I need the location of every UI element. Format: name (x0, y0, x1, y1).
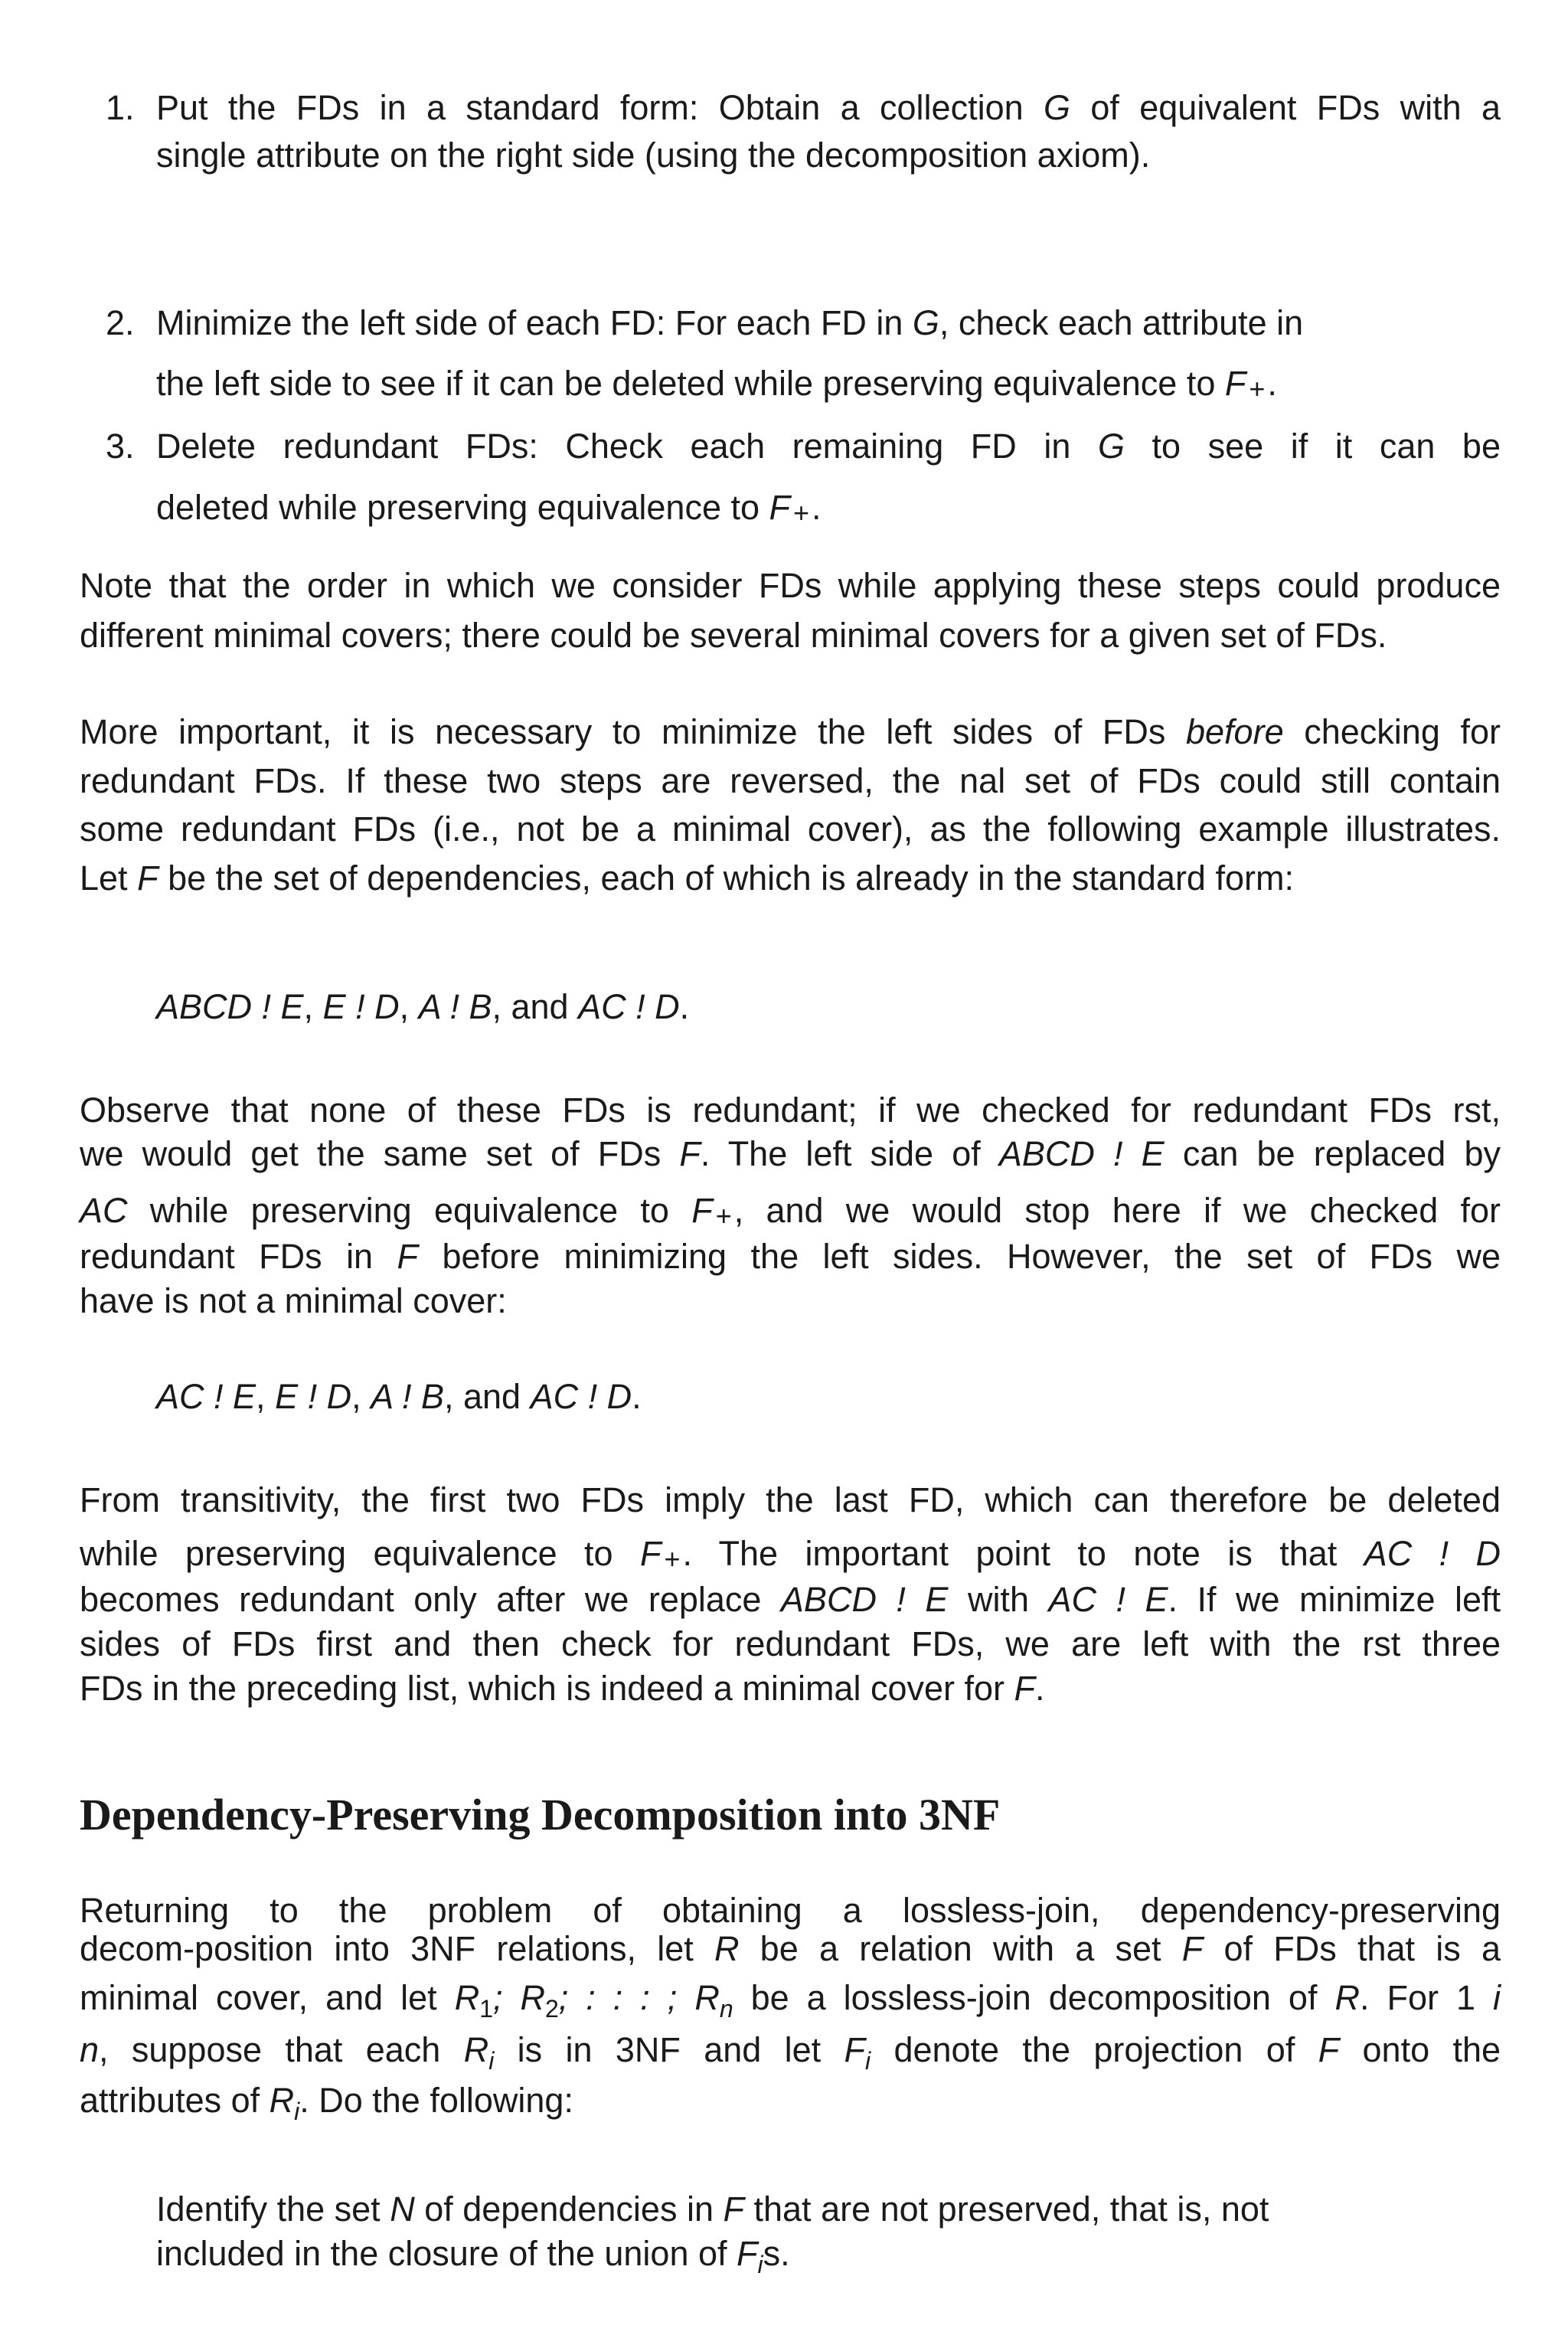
paragraph-line: minimal cover, and let $R_1$; $R_2$; : : : ; $R_n$ be a lossless-join decomposition of R. For 1 i (80, 1978, 1501, 2023)
superscript-plus: + (1249, 373, 1266, 404)
paragraph-line: we would get the same set of FDs F. The left side of ABCD ! E can be replaced by (80, 1134, 1501, 1173)
paragraph-line: redundant FDs in F before minimizing the left sides. However, the set of FDs we (80, 1237, 1501, 1276)
paragraph-line: Note that the order in which we consider FDs while applying these steps could produce (80, 566, 1501, 605)
paragraph-line: different minimal covers; there could be several minimal covers for a given set of FDs. (80, 616, 1387, 655)
superscript-plus: + (715, 1200, 732, 1231)
indented-item-line: Identify the set N of dependencies in F that are not preserved, that is, not (156, 2189, 1269, 2229)
indented-item-line: included in the closure of the union of $F_is$. (156, 2234, 790, 2278)
step-text-line: single attribute on the right side (using the decomposition axiom). (156, 136, 1151, 175)
paragraph-line: becomes redundant only after we replace ABCD ! E with AC ! E. If we minimize left (80, 1580, 1501, 1619)
paragraph-line: sides of FDs first and then check for redundant FDs, we are left with the rst three (80, 1624, 1501, 1663)
paragraph-line: Returning to the problem of obtaining a lossless-join, dependency-preserving (80, 1891, 1501, 1930)
paragraph-line: some redundant FDs (i.e., not be a minimal cover), as the following example illustrates. (80, 809, 1501, 849)
paragraph-line: while preserving equivalence to F + . The important point to note is that AC ! D (80, 1534, 1501, 1575)
paragraph-line: AC while preserving equivalence to F + , and we would stop here if we checked for (80, 1191, 1501, 1231)
paragraph-line: FDs in the preceding list, which is indeed a minimal cover for F. (80, 1669, 1045, 1708)
superscript-plus: + (793, 497, 810, 528)
paragraph-line: Let F be the set of dependencies, each of which is already in the standard form: (80, 858, 1294, 898)
paragraph-line: From transitivity, the first two FDs imply the last FD, which can therefore be deleted (80, 1480, 1501, 1519)
step-text-line: Minimize the left side of each FD: For each FD in G, check each attribute in (156, 303, 1304, 342)
step-number: 3. (106, 427, 135, 466)
step-text-line: the left side to see if it can be deleted while preserving equivalence to F + . (156, 364, 1277, 404)
step-number: 2. (106, 303, 135, 342)
step-number: 1. (106, 88, 135, 127)
superscript-plus: + (664, 1543, 681, 1575)
step-text-line: Put the FDs in a standard form: Obtain a collection G of equivalent FDs with a (156, 88, 1501, 127)
paragraph-line: Observe that none of these FDs is redundant; if we checked for redundant FDs rst, (80, 1091, 1501, 1130)
paragraph-line: decom-position into 3NF relations, let R be a relation with a set F of FDs that is a (80, 1929, 1501, 1968)
paragraph-line: More important, it is necessary to minimize the left sides of FDs before checking for (80, 712, 1501, 751)
step-text-line: deleted while preserving equivalence to F + . (156, 488, 822, 528)
section-heading: Dependency-Preserving Decomposition into 3NF (80, 1790, 1001, 1840)
fd-list: ABCD ! E, E ! D, A ! B, and AC ! D. (156, 987, 690, 1026)
paragraph-line: have is not a minimal cover: (80, 1281, 507, 1320)
paragraph-line: redundant FDs. If these two steps are reversed, the nal set of FDs could still contain (80, 761, 1501, 800)
fd-list: AC ! E, E ! D, A ! B, and AC ! D. (156, 1377, 642, 1416)
paragraph-line: n, suppose that each $R_i$ is in 3NF and let $F_i$ denote the projection of F onto the (80, 2030, 1501, 2075)
paragraph-line: attributes of $R_i$. Do the following: (80, 2081, 573, 2125)
step-text-line: Delete redundant FDs: Check each remaining FD in G to see if it can be (156, 427, 1501, 466)
